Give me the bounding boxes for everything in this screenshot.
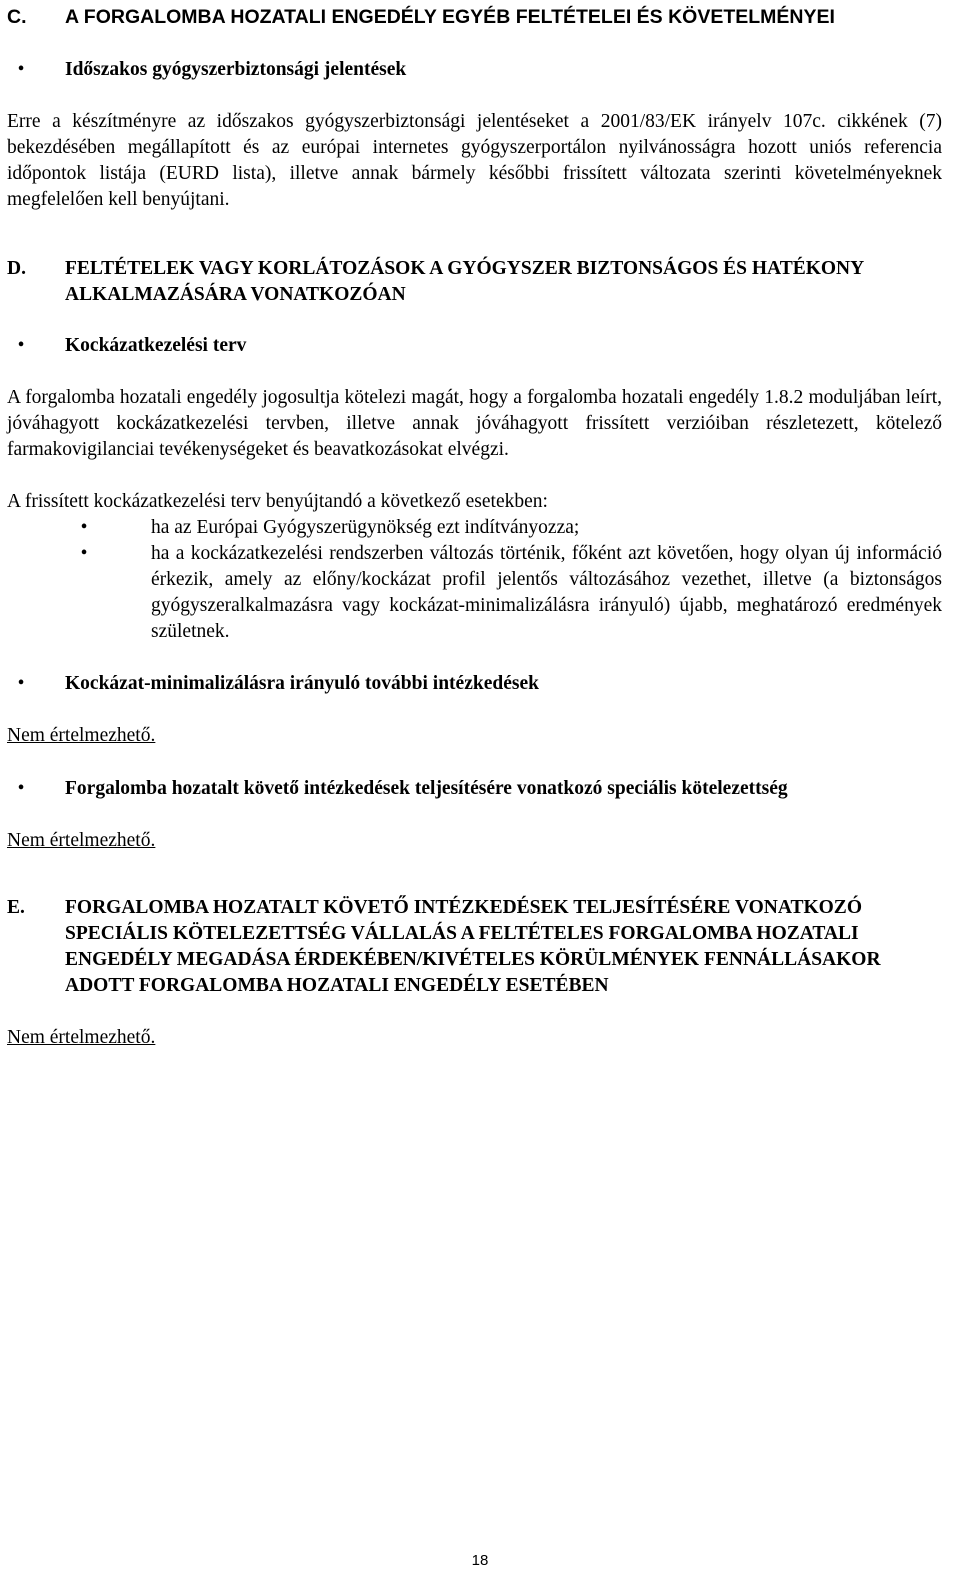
- section-e-heading: [7, 895, 942, 999]
- post-authorisation-text: Nem értelmezhető.: [7, 830, 156, 851]
- rmp-intro: A frissített kockázatkezelési terv benyújtandó a következő esetekben:: [7, 491, 548, 512]
- rmp-case-item: • ha a kockázatkezelési rendszerben változás történik, főként azt követően, hogy olyan új információ érkezik, amely az előny/kockázat profil jelentős változásához vezethet, illetve (a biztonságos gyógyszeralkalmazásra vagy kockázat-minimalizálásra irányuló) újabb, meghatározó eredmények születnek.: [7, 541, 942, 645]
- bullet-icon: •: [17, 335, 25, 356]
- bullet-icon: •: [17, 673, 25, 694]
- section-d-heading: [7, 256, 942, 308]
- rmp-heading: • Kockázatkezelési terv: [7, 333, 942, 359]
- section-d-title: FELTÉTELEK VAGY KORLÁTOZÁSOK A GYÓGYSZER BIZTONSÁGOS ÉS HATÉKONY ALKALMAZÁSÁRA VONATKOZÓAN: [65, 258, 864, 305]
- minimisation-heading: • Kockázat-minimalizálásra irányuló további intézkedések: [7, 671, 942, 697]
- psur-heading: • Időszakos gyógyszerbiztonsági jelentések: [7, 57, 942, 83]
- section-c-heading: [7, 4, 942, 30]
- section-c-title: A FORGALOMBA HOZATALI ENGEDÉLY EGYÉB FELTÉTELEI ÉS KÖVETELMÉNYEI: [65, 6, 835, 28]
- section-e-title: FORGALOMBA HOZATALT KÖVETŐ INTÉZKEDÉSEK TELJESÍTÉSÉRE VONATKOZÓ SPECIÁLIS KÖTELEZETTSÉG VÁLLALÁS A FELTÉTELES FORGALOMBA HOZATALI ENGEDÉLY MEGADÁSA ÉRDEKÉBEN/KIVÉTELES KÖRÜLMÉNYEK FENNÁLLÁSAKOR ADOTT FORGALOMBA HOZATALI ENGEDÉLY ESETÉBEN: [65, 897, 881, 996]
- bullet-icon: •: [80, 543, 88, 564]
- bullet-icon: •: [17, 778, 25, 799]
- psur-paragraph: Erre a készítményre az időszakos gyógyszerbiztonsági jelentéseket a 2001/83/EK irányelv 107c. cikkének (7) bekezdésében megállapított és az európai internetes gyógyszerportálon nyilvánosságra hozott uniós referencia időpontok listája (EURD lista), illetve annak bármely későbbi frissített változata szerinti követelményeknek megfelelően kell benyújtani.: [7, 111, 942, 210]
- rmp-paragraph: A forgalomba hozatali engedély jogosultja kötelezi magát, hogy a forgalomba hozatali engedély 1.8.2 moduljában leírt, jóváhagyott kockázatkezelési tervben, illetve annak jóváhagyott frissített verzióiban részletezett, kötelező farmakovigilanciai tevékenységeket és beavatkozásokat elvégzi.: [7, 387, 942, 460]
- bullet-icon: •: [80, 517, 88, 538]
- section-d-letter: D.: [7, 258, 26, 279]
- section-c-letter: C.: [7, 6, 27, 28]
- document-page: [7, 4, 942, 1051]
- rmp-case-item: • ha az Európai Gyógyszerügynökség ezt indítványozza;: [7, 515, 942, 541]
- post-authorisation-heading: • Forgalomba hozatalt követő intézkedések teljesítésére vonatkozó speciális kötelezettség: [7, 776, 942, 802]
- section-e-text: Nem értelmezhető.: [7, 1027, 156, 1048]
- page-number: 18: [471, 1552, 489, 1569]
- bullet-icon: •: [17, 59, 25, 80]
- section-e-letter: E.: [7, 897, 25, 918]
- minimisation-text: Nem értelmezhető.: [7, 725, 156, 746]
